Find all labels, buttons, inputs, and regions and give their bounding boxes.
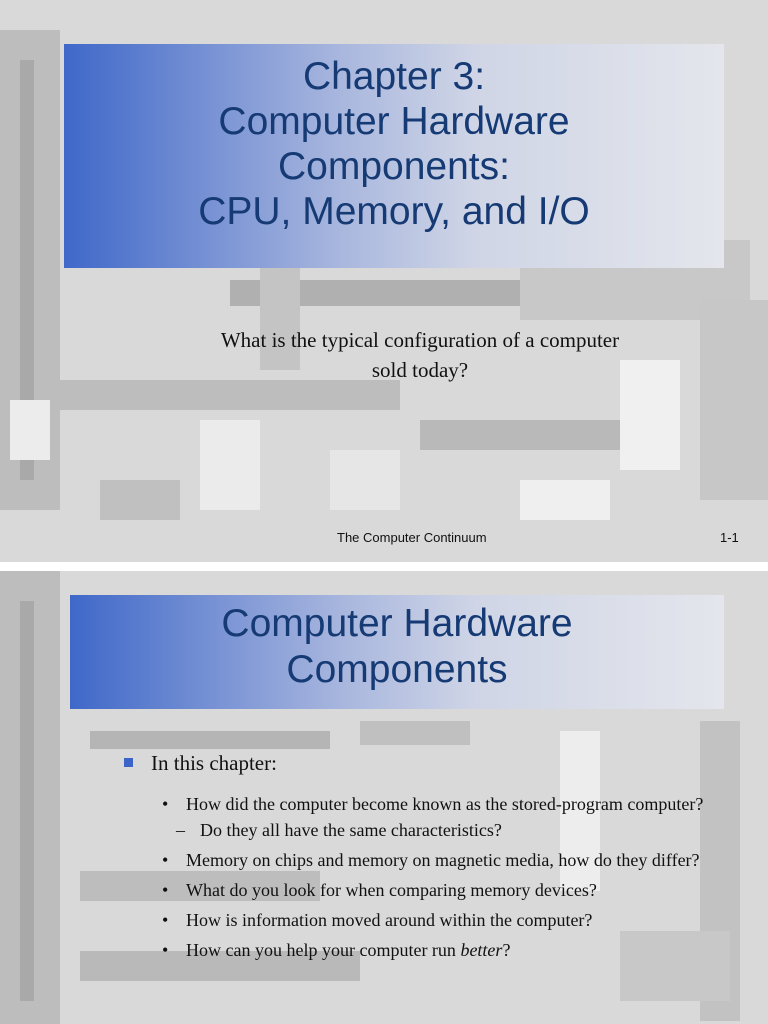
list-item [160, 819, 720, 842]
list-item-text: Memory on chips and memory on magnetic media, how do they differ? [186, 850, 700, 870]
main-bullet-text: In this chapter: [151, 751, 277, 775]
footer-title: The Computer Continuum [337, 530, 487, 545]
bullet-marker: • [162, 880, 169, 900]
list-item-text-start: How can you help your computer run [186, 940, 461, 960]
page-number: 1-1 [720, 530, 739, 545]
bullet-marker: • [162, 940, 169, 960]
list-item [160, 879, 720, 902]
list-item [160, 939, 720, 962]
slide-2-title [70, 595, 724, 709]
list-item-text: Do they all have the same characteristics? [200, 820, 502, 840]
title-line: Components [286, 648, 508, 691]
title-line: Computer Hardware [221, 602, 573, 645]
list-item [160, 793, 720, 816]
emphasis-text: better [460, 940, 503, 960]
list-item-text: How is information moved around within the computer? [186, 910, 593, 930]
bullet-marker: • [162, 850, 169, 870]
bullet-marker: – [176, 820, 185, 840]
question-line: sold today? [371, 358, 469, 382]
list-item [160, 909, 720, 932]
main-bullet [124, 751, 277, 776]
question-line: What is the typical configuration of a computer [220, 328, 620, 352]
question-text [150, 325, 690, 385]
slide-separator [0, 562, 768, 571]
bullet-marker: • [162, 794, 169, 814]
slide-2 [0, 571, 768, 1024]
list-item-text: What do you look for when comparing memory devices? [186, 880, 597, 900]
list-item [160, 849, 720, 872]
slide-1-title [64, 44, 724, 268]
bullet-marker: • [162, 910, 169, 930]
list-item-text: How did the computer become known as the stored-program computer? [186, 794, 704, 814]
list-item-text-end: ? [502, 940, 511, 960]
title-line: CPU, Memory, and I/O [198, 190, 590, 233]
title-line: Components: [278, 145, 510, 188]
bullet-list [160, 793, 720, 969]
title-line: Chapter 3: [302, 55, 486, 98]
square-bullet-icon [124, 758, 133, 767]
title-line: Computer Hardware [218, 100, 570, 143]
